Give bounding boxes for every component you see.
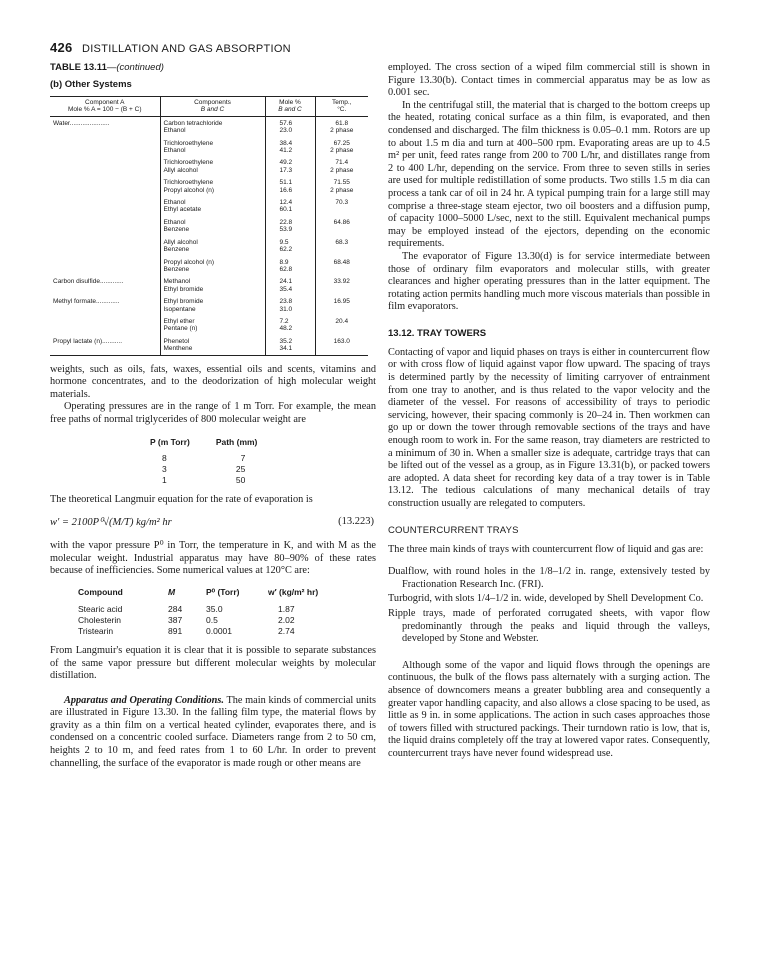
right-paragraph-2: In the centrifugal still, the material that is charged to the bottom creeps up the heated, rotating conical surface as a thin film, is evaporated, and then condensed and discharged. The film thickness is 0.05–0.1 mm. Rotors are up to about 1.5 m dia and turn at 400–500 rpm. Evaporating areas are up to 4.5 m² per unit, feed rates range from 200 to 700 L/hr, and distillates range from 2 to 400 L/hr, depending on the service. From three to seven stills in series are used for multiple redistillation of some products. Two stills 1.5 m dia can process a tank car of oil in 24 hr. A typical pumping train for a large still may comprise a three-stage steam ejector, two oil boosters and a diffusion pump, of capacity 1000–5000 L/sec, next to the still. Equivalent mechanical pumps may be employed instead of the ejectors, depending on the economic requirements. (388, 99, 710, 250)
temperature-cell (315, 135, 368, 155)
temperature-value: 71.4 (335, 159, 349, 167)
table-row (150, 464, 257, 475)
compound-name-cell: Cholesterin (78, 614, 121, 625)
table-row (78, 615, 318, 626)
mole-percent-c: 17.3 (279, 166, 293, 174)
left-paragraph-5: From Langmuir's equation it is clear that it is possible to separate substances of the same vapor pressure but different molecular weights by molecular distillation. (50, 644, 376, 682)
component-c: Ethyl acetate (163, 206, 202, 214)
mole-percent-c: 34.1 (279, 345, 293, 353)
component-a-cell (50, 254, 160, 274)
header-component-a-line1: Component A (85, 99, 125, 106)
mole-percent-c: 16.6 (279, 186, 293, 194)
right-paragraph-1: employed. The cross section of a wiped film commercial still is shown in Figure 13.30(b). Contact times in commercial apparatus may be as low as 0.001 sec. (388, 62, 710, 99)
table-row (78, 626, 318, 637)
path-cell: 7 (240, 452, 246, 463)
table-subtitle: (b) Other Systems (50, 79, 132, 90)
mole-percent-cell (265, 135, 315, 155)
mole-percent-cell (265, 293, 315, 313)
component-b: Methanol (163, 278, 191, 286)
running-title: DISTILLATION AND GAS ABSORPTION (81, 43, 291, 55)
mole-percent-c: 62.2 (279, 246, 293, 254)
subheading-countercurrent-trays: COUNTERCURRENT TRAYS (388, 524, 519, 536)
left-column (50, 62, 376, 770)
table-row (50, 194, 368, 214)
mole-percent-cell (265, 333, 315, 355)
compound-header-w: w′ (kg/m² hr) (268, 587, 319, 598)
temperature-value: 163.0 (333, 337, 350, 345)
header-components-line1: Components (194, 99, 231, 106)
right-paragraph-6: Although some of the vapor and liquid flows through the openings are continuous, the bulk of the flows pass alternately with a surging action. The absence of downcomers means a greater bubbling area and consequently a greater vapor handling capacity, and also allows a close spacing to be used, as little as 9 in. in some applications. The action in such cases approaches those of towers filled with structured packings. Their turndown ratio is low, that is, the liquid drains completely off the tray at lowered vapor rates. Consequently, countercurrent trays have never found widespread use. (388, 659, 710, 759)
component-a-cell (50, 135, 160, 155)
pressure-cell: 3 (162, 463, 167, 474)
mole-percent-b: 7.2 (279, 317, 289, 325)
header-components (160, 97, 265, 117)
mole-percent-c: 48.2 (279, 325, 293, 333)
evaporation-rate-cell: 1.87 (278, 603, 295, 614)
mole-percent-cell (265, 154, 315, 174)
table-row (50, 214, 368, 234)
temperature-cell (315, 313, 368, 333)
phase-note: 2 phase (330, 147, 354, 155)
temperature-cell (315, 116, 368, 134)
component-b: Ethyl bromide (163, 298, 204, 306)
mfp-table-body (150, 453, 257, 486)
component-c: Isopentane (163, 305, 196, 313)
header-mole-line2: B and C (278, 106, 302, 114)
mole-percent-b: 9.5 (279, 238, 289, 246)
mole-percent-b: 12.4 (279, 199, 293, 207)
compound-name-cell: Stearic acid (78, 603, 123, 614)
component-c: Ethyl bromide (163, 285, 204, 293)
compound-header-m: M (168, 587, 176, 598)
mean-free-path-table (150, 437, 257, 486)
page-number: 426 (50, 40, 73, 55)
component-b: Ethanol (163, 218, 186, 226)
component-b: Allyl alcohol (163, 238, 198, 246)
mole-percent-cell (265, 116, 315, 134)
mfp-header-pressure: P (m Torr) (150, 436, 190, 447)
mole-percent-b: 57.6 (279, 119, 293, 127)
list-item: Dualflow, with round holes in the 1/8–1/2 in. range, extensively tested by Fractionation Research Inc. (FRI). (388, 566, 710, 590)
mole-percent-b: 51.1 (279, 179, 293, 187)
temperature-cell (315, 194, 368, 214)
component-c: Benzene (163, 265, 190, 273)
component-c: Allyl alcohol (163, 166, 198, 174)
temperature-value: 68.48 (333, 258, 350, 266)
table-title (50, 62, 376, 73)
components-cell (160, 313, 265, 333)
temperature-value: 68.3 (335, 238, 349, 246)
compound-header-p0: P⁰ (Torr) (206, 586, 240, 597)
mole-percent-c: 60.1 (279, 206, 293, 214)
mole-percent-b: 23.8 (279, 298, 293, 306)
temperature-value: 16.95 (333, 298, 350, 306)
temperature-cell (315, 214, 368, 234)
path-cell: 50 (235, 474, 246, 485)
temperature-value: 20.4 (335, 317, 349, 325)
component-a-cell (50, 214, 160, 234)
components-cell (160, 116, 265, 134)
mole-percent-cell (265, 174, 315, 194)
mole-percent-c: 23.0 (279, 127, 293, 135)
component-c: Ethanol (163, 147, 186, 155)
table-row (50, 293, 368, 313)
mole-percent-b: 22.8 (279, 218, 293, 226)
path-cell: 25 (235, 463, 246, 474)
components-cell (160, 333, 265, 355)
component-c: Pentane (n) (163, 325, 198, 333)
components-cell (160, 135, 265, 155)
temperature-cell (315, 293, 368, 313)
temperature-value: 64.86 (333, 218, 350, 226)
evaporation-rate-cell: 2.74 (278, 625, 295, 636)
temperature-cell (315, 273, 368, 293)
mole-percent-b: 38.4 (279, 139, 293, 147)
component-b: Phenetol (163, 337, 190, 345)
mole-percent-c: 41.2 (279, 147, 293, 155)
left-paragraph-6 (50, 695, 376, 771)
component-a-cell (50, 154, 160, 174)
right-column (388, 62, 710, 761)
vapor-pressure-cell: 35.0 (206, 603, 223, 614)
header-temp-line1: Temp., (331, 99, 352, 106)
component-a-cell: Water...................... (53, 119, 110, 127)
table-row (50, 254, 368, 274)
mole-percent-c: 53.9 (279, 226, 293, 234)
tray-types-list (388, 566, 710, 646)
header-mole-line1: Mole % (279, 99, 301, 106)
azeotrope-systems-table (50, 96, 368, 356)
component-c: Ethanol (163, 127, 186, 135)
header-components-line2: B and C (200, 106, 225, 114)
molecular-weight-cell: 891 (168, 625, 183, 636)
mole-percent-b: 8.9 (279, 258, 289, 266)
mole-percent-cell (265, 254, 315, 274)
table-row (50, 273, 368, 293)
langmuir-equation (50, 516, 376, 532)
left-paragraph-2: Operating pressures are in the range of 1 m Torr. For example, the mean free paths of normal triglycerides of 800 molecular weight are (50, 401, 376, 425)
table-row (50, 174, 368, 194)
component-c: Benzene (163, 226, 190, 234)
table-row (50, 116, 368, 134)
compound-table-body (78, 604, 318, 637)
table-row (150, 475, 257, 486)
header-mole (265, 97, 315, 117)
right-paragraph-5: The three main kinds of trays with countercurrent flow of liquid and gas are: (388, 543, 704, 555)
molecular-weight-cell: 284 (168, 603, 183, 614)
component-c: Propyl alcohol (n) (163, 186, 215, 194)
component-b: Trichloroethylene (163, 179, 214, 187)
vapor-pressure-cell: 0.5 (206, 614, 218, 625)
temperature-value: 70.3 (335, 199, 349, 207)
mole-percent-b: 35.2 (279, 337, 293, 345)
component-a-cell: Propyl lactate (n)........... (53, 337, 122, 345)
evaporation-rate-cell: 2.02 (278, 614, 295, 625)
table-row (78, 604, 318, 615)
temperature-cell (315, 234, 368, 254)
molecular-weight-cell: 387 (168, 614, 183, 625)
systems-table-body (50, 116, 368, 355)
left-paragraph-6-text: The main kinds of commercial units are illustrated in Figure 13.30. In the falling film type, the material flows by gravity as a thin film on a vertical heated cylinder, evaporates there, and is condensed on a concentric cooled surface. Diameters range from 2 to 50 cm, heights 2 to 10 m, and feed rates from 1 to 60 L/hr. In order to prevent channelling, the surface of the evaporator is made rough or other means are (50, 694, 377, 769)
right-paragraph-4: Contacting of vapor and liquid phases on trays is either in countercurrent flow or with cross flow of liquid against vapor flow upward. The spacing of trays is determined partly by the necessity of limiting carryover of entrainment from one tray to another, and is thus related to the vapor velocity and the diameter of the vessel. For reasons of accessibility of trays to periodic servicing, however, their spacing commonly is 20–24 in. Then workmen can go up or down the tower through removable sections of the trays and have enough room to work in. For the same reason, tray diameters are restricted to a minimum of 30 in. When a smaller size is adequate, cartridge trays that can be lifted out of the vessel as a group, as in Figure 13.31(b), or packed towers are adopted. A data sheet for recording key data of a tray tower is in Table 13.12. The tedious calculations of many mechanical details of tray construction usually are relegated to computers. (388, 346, 710, 509)
header-temp-line2: °C. (337, 106, 347, 114)
components-cell (160, 254, 265, 274)
component-a-cell (50, 194, 160, 214)
components-cell (160, 234, 265, 254)
component-b: Ethanol (163, 199, 186, 207)
mole-percent-c: 35.4 (279, 285, 293, 293)
temperature-value: 67.25 (333, 139, 350, 147)
components-cell (160, 293, 265, 313)
component-b: Ethyl ether (163, 317, 195, 325)
table-row (50, 333, 368, 355)
mole-percent-cell (265, 273, 315, 293)
table-row (50, 154, 368, 174)
components-cell (160, 273, 265, 293)
mfp-header-path: Path (mm) (215, 436, 258, 447)
table-row (50, 234, 368, 254)
left-paragraph-1: weights, such as oils, fats, waxes, essential oils and scents, vitamins and hormone concentrates, and to the deodorization of high molecular weight materials. (50, 363, 376, 400)
temperature-cell (315, 254, 368, 274)
component-b: Propyl alcohol (n) (163, 258, 215, 266)
component-a-cell (50, 174, 160, 194)
mole-percent-c: 31.0 (279, 305, 293, 313)
pressure-cell: 8 (162, 452, 167, 463)
table-row (150, 453, 257, 464)
left-paragraph-4: with the vapor pressure P⁰ in Torr, the temperature in K, and with M as the molecular weight. Industrial apparatus may have 80–90% of these rates because of inefficiencies. Some numerical values at 120°C are: (50, 540, 376, 577)
component-c: Menthene (163, 345, 193, 353)
apparatus-runin-heading: Apparatus and Operating Conditions. (64, 694, 224, 706)
table-row (50, 135, 368, 155)
header-component-a-line2: Mole % A = 100 − (B + C) (67, 106, 142, 114)
component-b: Carbon tetrachloride (163, 119, 223, 127)
components-cell (160, 214, 265, 234)
header-component-a (50, 97, 160, 117)
mole-percent-cell (265, 194, 315, 214)
mole-percent-cell (265, 313, 315, 333)
list-item: Ripple trays, made of perforated corrugated sheets, with vapor flow predominantly through the peaks and liquid through the valleys, developed by Stone and Webster. (388, 607, 710, 645)
table-title-continued: —(continued) (106, 62, 164, 73)
component-c: Benzene (163, 246, 190, 254)
temperature-cell (315, 333, 368, 355)
components-cell (160, 154, 265, 174)
list-item: Turbogrid, with slots 1/4–1/2 in. wide, developed by Shell Development Co. (388, 593, 704, 605)
temperature-cell (315, 174, 368, 194)
temperature-cell (315, 154, 368, 174)
phase-note: 2 phase (330, 166, 354, 174)
equation-number: (13.223) (338, 516, 374, 528)
component-a-cell (50, 313, 160, 333)
left-paragraph-3: The theoretical Langmuir equation for the rate of evaporation is (50, 493, 313, 505)
table-title-label: TABLE 13.11 (50, 62, 107, 73)
component-a-cell: Carbon disulfide............. (53, 278, 124, 286)
pressure-cell: 1 (162, 474, 167, 485)
temperature-value: 71.55 (333, 179, 350, 187)
page-header (50, 40, 291, 55)
component-b: Trichloroethylene (163, 139, 214, 147)
header-temp (315, 97, 368, 117)
temperature-value: 61.8 (335, 119, 349, 127)
section-heading-tray-towers: 13.12. TRAY TOWERS (388, 327, 487, 339)
phase-note: 2 phase (330, 186, 354, 194)
mole-percent-cell (265, 214, 315, 234)
vapor-pressure-cell: 0.0001 (206, 625, 232, 636)
table-row (50, 313, 368, 333)
components-cell (160, 174, 265, 194)
right-paragraph-3: The evaporator of Figure 13.30(d) is for service intermediate between those of ordinary film evaporators and molecular stills, with greater clearances and higher operating pressures than in the latter equipment. The rotating action permits handling much more viscous materials than possible in film evaporators. (388, 250, 710, 313)
compound-table (78, 587, 318, 637)
temperature-value: 33.92 (333, 278, 350, 286)
compound-header-name: Compound (78, 587, 123, 598)
mole-percent-b: 49.2 (279, 159, 293, 167)
compound-name-cell: Tristearin (78, 625, 114, 636)
mole-percent-c: 62.8 (279, 265, 293, 273)
components-cell (160, 194, 265, 214)
mole-percent-b: 24.1 (279, 278, 293, 286)
equation-body: w′ = 2100P⁰√(M/T) kg/m² hr (50, 517, 172, 529)
mole-percent-cell (265, 234, 315, 254)
component-a-cell (50, 234, 160, 254)
phase-note: 2 phase (330, 127, 354, 135)
component-b: Trichloroethylene (163, 159, 214, 167)
component-a-cell: Methyl formate............. (53, 298, 120, 306)
